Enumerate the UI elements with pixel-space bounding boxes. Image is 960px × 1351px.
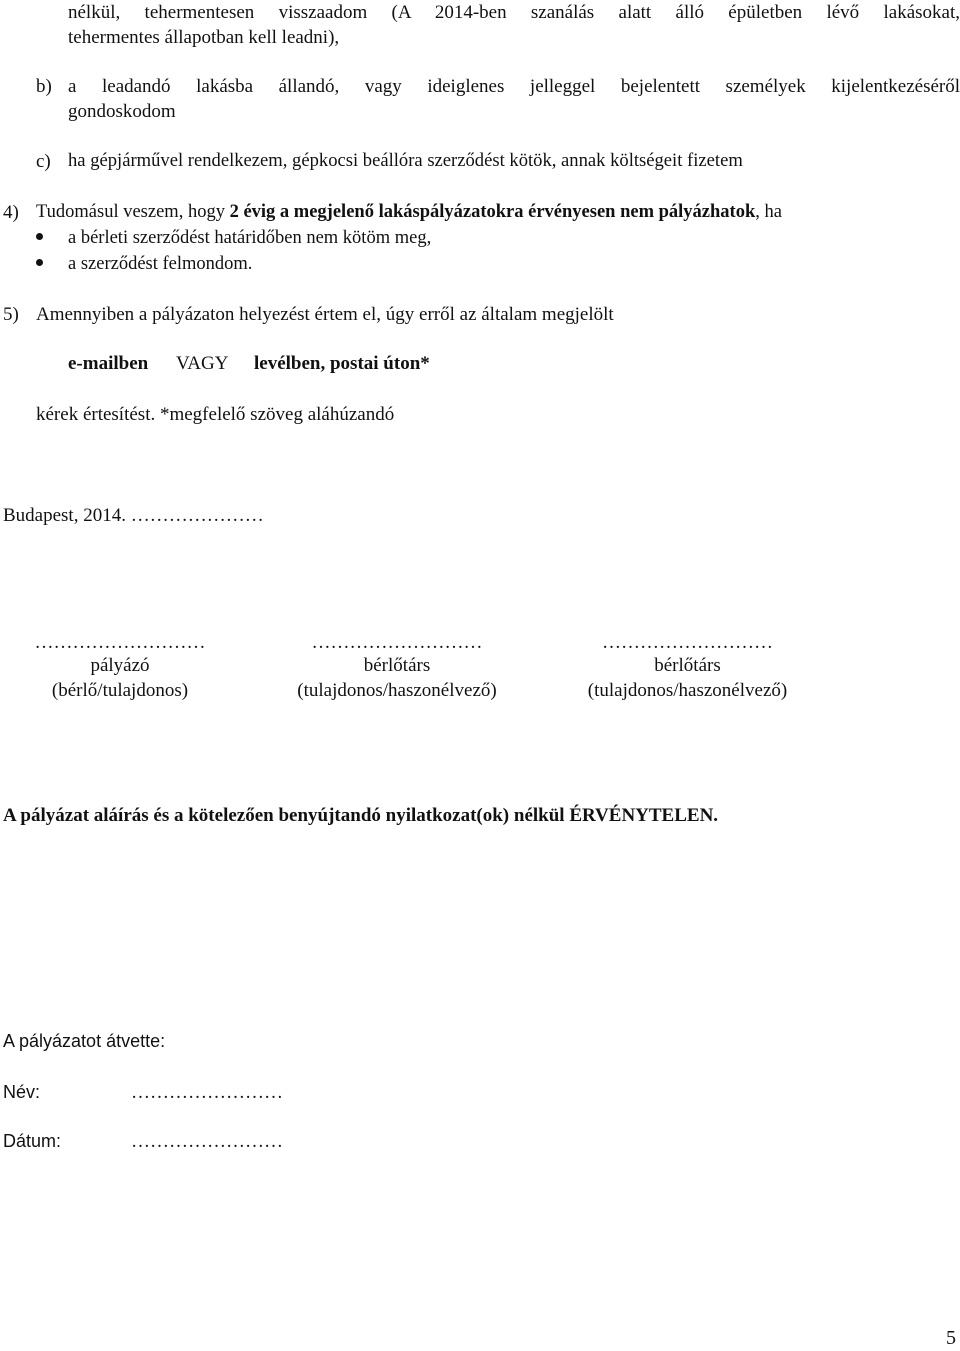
item4-bold: 2 évig a megjelenő lakáspályázatokra érvényesen nem pályázhatok [229, 202, 756, 222]
signature-line-cotenant-1: ……………………… [311, 632, 483, 653]
bullet-dot [36, 233, 43, 240]
item3b-line1: a leadandó lakásba állandó, vagy ideiglenes jelleggel bejelentett személyek kijelentkezéséről [68, 76, 960, 97]
item3b-line2: gondoskodom [68, 101, 176, 122]
signature-detail-applicant: (bérlő/tulajdonos) [51, 680, 189, 701]
item3-continued-line2: tehermentes állapotban kell leadni), [68, 27, 340, 48]
signature-detail-cotenant-1: (tulajdonos/haszonélvező) [297, 680, 497, 701]
receipt-date-line: …………………… [131, 1131, 283, 1152]
item5-marker: 5) [3, 304, 19, 325]
item3c-marker: c) [36, 151, 51, 172]
signature-role-cotenant-1: bérlőtárs [363, 655, 431, 676]
receipt-date-label: Dátum: [3, 1131, 62, 1151]
notify-option-email: e-mailben [68, 353, 149, 374]
notify-option-post: levélben, postai úton* [254, 353, 430, 374]
item4-post: , ha [755, 202, 782, 222]
receipt-name-label: Név: [3, 1082, 41, 1102]
notify-or: VAGY [176, 353, 229, 374]
page-number: 5 [946, 1327, 956, 1349]
receipt-name-line: …………………… [131, 1082, 283, 1103]
item4-bullet-2: a szerződést felmondom. [68, 254, 253, 274]
item4-bullet-1: a bérleti szerződést határidőben nem kötöm meg, [68, 228, 432, 248]
signature-role-applicant: pályázó [90, 655, 150, 676]
item4-text [36, 203, 782, 222]
item5-text: Amennyiben a pályázaton helyezést értem el, úgy erről az általam megjelölt [36, 304, 614, 325]
signature-line-cotenant-2: ……………………… [602, 632, 773, 653]
item4-pre: Tudomásul veszem, hogy [36, 202, 230, 222]
signature-role-cotenant-2: bérlőtárs [654, 655, 721, 676]
signature-detail-cotenant-2: (tulajdonos/haszonélvező) [587, 680, 788, 701]
item3c-text: ha gépjárművel rendelkezem, gépkocsi beállóra szerződést kötök, annak költségeit fizetem [68, 150, 743, 171]
bullet-dot [36, 259, 43, 266]
receipt-title: A pályázatot átvette: [3, 1031, 166, 1051]
item4-marker: 4) [3, 202, 19, 223]
place-date: Budapest, 2014. ………………… [3, 505, 264, 526]
invalidity-warning: A pályázat aláírás és a kötelezően benyújtandó nyilatkozat(ok) nélkül ÉRVÉNYTELEN. [3, 805, 719, 826]
item3-continued-line1: nélkül, tehermentesen visszaadom (A 2014-ben szanálás alatt álló épületben lévő lakásokat, [68, 2, 960, 23]
signature-line-applicant: ……………………… [34, 632, 206, 653]
item3b-marker: b) [36, 76, 52, 97]
item5-closing: kérek értesítést. *megfelelő szöveg aláhúzandó [36, 404, 395, 425]
